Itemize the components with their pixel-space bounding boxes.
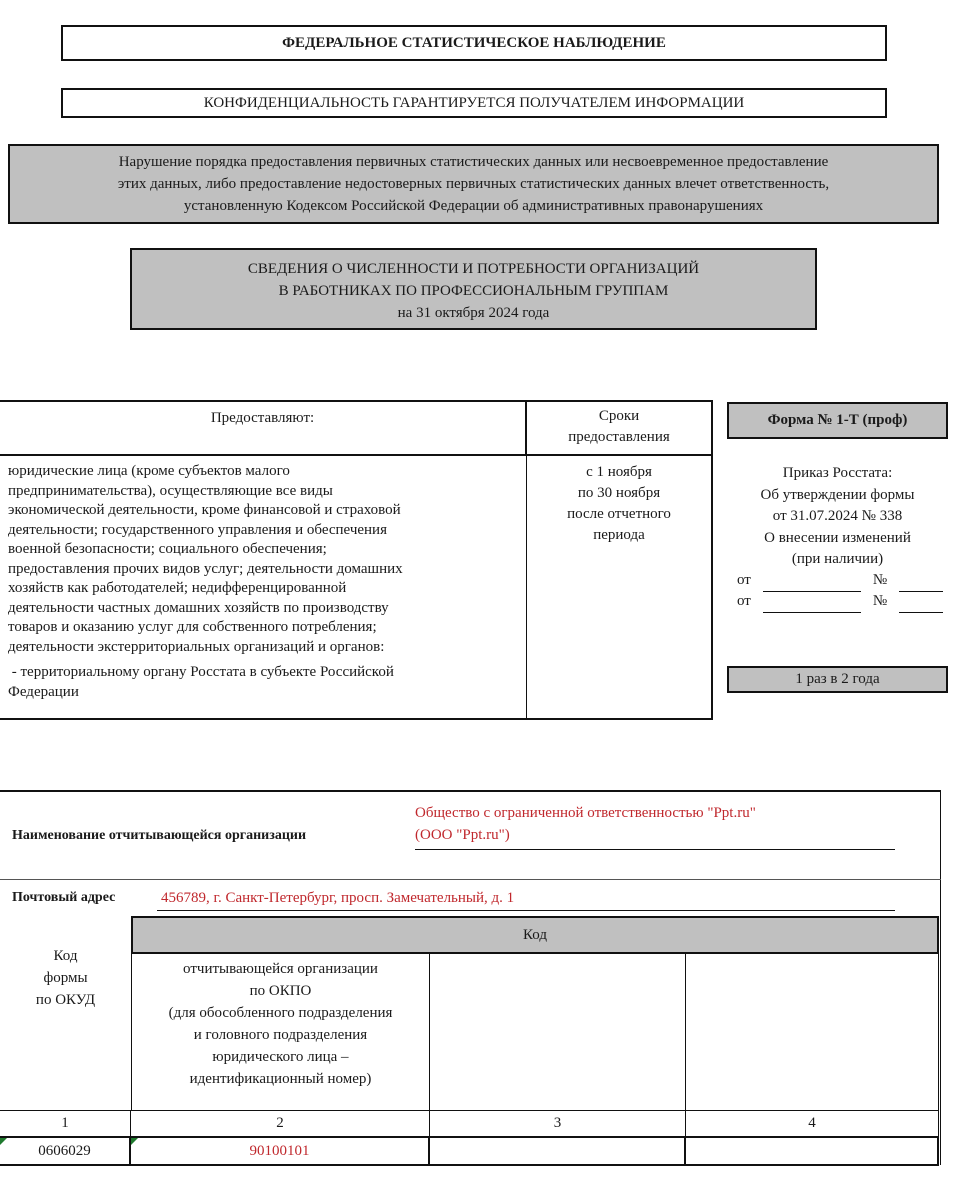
amendment-date-field[interactable]	[763, 597, 861, 613]
form-title	[130, 248, 817, 330]
amendment-row: от №	[727, 571, 948, 592]
column-number: 3	[430, 1110, 686, 1136]
liability-warning	[8, 144, 939, 224]
column-number: 1	[0, 1110, 131, 1136]
recipient-line: - территориальному органу Росстата в субъекте Российской	[8, 664, 394, 680]
code-group-header: Код	[131, 916, 939, 954]
amendment-row: от №	[727, 592, 948, 613]
warning-line: Нарушение порядка предоставления первичных статистических данных или несвоевременное предоставление	[118, 154, 829, 170]
column-number: 2	[131, 1110, 430, 1136]
org-name-field[interactable]: Общество с ограниченной ответственностью "Ppt.ru" (ООО "Ppt.ru")	[415, 802, 895, 850]
recipient-line: Федерации	[8, 683, 79, 700]
okpo-code-cell[interactable]: 90100101	[131, 1136, 430, 1166]
amendment-date-field[interactable]	[763, 576, 861, 592]
deadline-column-header: Сроки предоставления	[527, 402, 711, 456]
code-cell-3[interactable]	[430, 1136, 686, 1166]
amendment-number-field[interactable]	[899, 576, 943, 592]
okpo-column-header: отчитывающейся организации по ОКПО (для обособленного подразделения и головного подразделения юридического лица – идентификационный номер)	[131, 954, 430, 1110]
federal-observation-header: ФЕДЕРАЛЬНОЕ СТАТИСТИЧЕСКОЕ НАБЛЮДЕНИЕ	[61, 25, 887, 61]
form-number: Форма № 1-Т (проф)	[727, 402, 948, 439]
confidentiality-header: КОНФИДЕНЦИАЛЬНОСТЬ ГАРАНТИРУЕТСЯ ПОЛУЧАТЕЛЕМ ИНФОРМАЦИИ	[61, 88, 887, 118]
providers-table	[0, 400, 713, 720]
okud-code-cell[interactable]: 0606029	[0, 1136, 131, 1166]
column-number: 4	[686, 1110, 939, 1136]
periodicity: 1 раз в 2 года	[727, 666, 948, 693]
deadline-description: с 1 ноября по 30 ноября после отчетного периода	[567, 464, 671, 543]
title-line: СВЕДЕНИЯ О ЧИСЛЕННОСТИ И ПОТРЕБНОСТИ ОРГАНИЗАЦИЙ	[247, 261, 700, 277]
title-line: В РАБОТНИКАХ ПО ПРОФЕССИОНАЛЬНЫМ ГРУППАМ	[278, 283, 669, 299]
address-label: Почтовый адрес	[12, 890, 116, 905]
column-3-header	[430, 954, 686, 1110]
providers-description: юридические лица (кроме субъектов малого предпринимательства), осуществляющие все виды экономической деятельности, кроме финансовой и страховой деятельности; государственного управления и обеспечения военной безопасности; социального обеспечения; предоставления прочих видов услуг; деятельности домашних хозяйств как работодателей; недифференцированной деятельности частных домашних хозяйств по производству товаров и оказанию услуг для собственного потребления; деятельности экстерриториальных организаций и органов: - территориальному органу Росстата в субъекте Российской Федерации	[0, 456, 527, 720]
report-date: на 31 октября 2024 года	[397, 305, 550, 321]
divider	[0, 879, 941, 880]
org-name-label: Наименование отчитывающейся организации	[12, 828, 307, 843]
okud-column-header: Код формы по ОКУД	[35, 948, 96, 1008]
rosstat-order: Приказ Росстата: Об утверждении формы от 31.07.2024 № 338 О внесении изменений (при наличии) от № от №	[727, 463, 948, 613]
cell-marker-icon	[131, 1138, 138, 1145]
cell-marker-icon	[0, 1138, 7, 1145]
warning-line: этих данных, либо предоставление недостоверных первичных статистических данных влечет ответственность,	[117, 176, 830, 192]
address-field[interactable]: 456789, г. Санкт-Петербург, просп. Замечательный, д. 1	[157, 887, 895, 911]
providers-column-header: Предоставляют:	[0, 402, 527, 456]
code-cell-4[interactable]	[686, 1136, 939, 1166]
column-4-header	[686, 954, 939, 1110]
amendment-number-field[interactable]	[899, 597, 943, 613]
warning-line: установленную Кодексом Российской Федерации об административных правонарушениях	[183, 198, 764, 214]
